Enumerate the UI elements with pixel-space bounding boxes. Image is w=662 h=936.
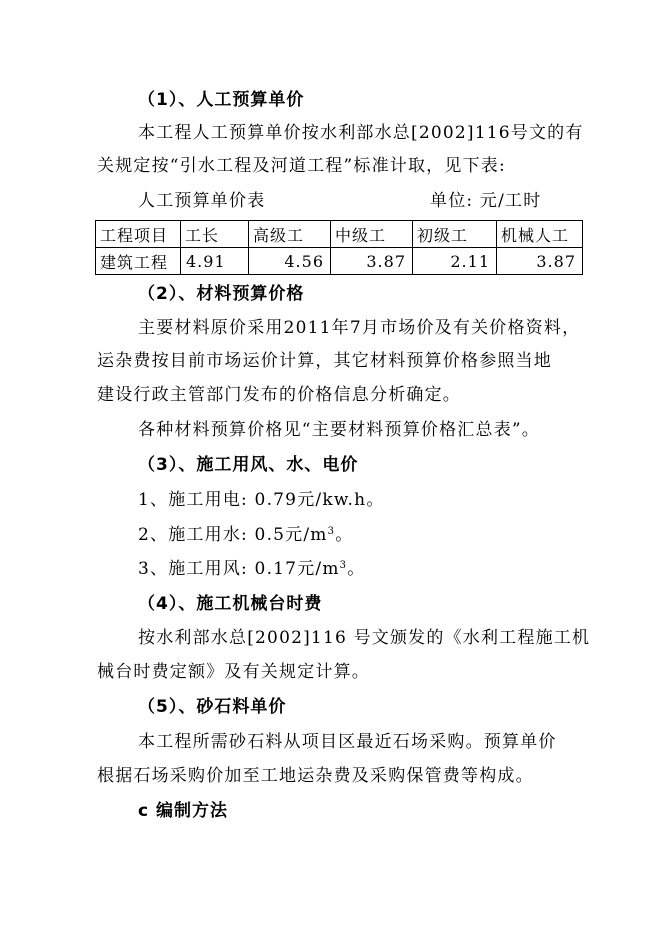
section-1-heading: （1）、人工预算单价 (138, 90, 305, 110)
table-caption: 人工预算单价表 (138, 191, 266, 211)
table-header-cell: 机械人工 (497, 221, 583, 248)
section-2-paragraph-line-3: 建设行政主管部门发布的价格信息分析确定。 (97, 385, 461, 405)
section-2-paragraph-2: 各种材料预算价格见“主要材料预算价格汇总表”。 (138, 420, 540, 440)
section-2-paragraph-line-1: 主要材料原价采用2011年7月市场价及有关价格资料， (138, 318, 581, 338)
section-4-paragraph-line-1: 按水利部水总[2002]116 号文颁发的《水利工程施工机 (138, 628, 591, 648)
section-4-heading: （4）、施工机械台时费 (138, 594, 323, 614)
table-header-row (96, 221, 583, 248)
table-header-cell: 高级工 (249, 221, 331, 248)
section-5-heading: （5）、砂石料单价 (138, 697, 287, 717)
table-cell: 3.87 (497, 248, 583, 275)
table-cell: 4.91 (181, 248, 249, 275)
section-5-paragraph-line-1: 本工程所需砂石料从项目区最近石场采购。预算单价 (138, 732, 557, 752)
table-header-cell: 初级工 (413, 221, 497, 248)
labor-price-table (95, 220, 583, 275)
section-1-paragraph-line-1: 本工程人工预算单价按水利部水总[2002]116号文的有 (138, 123, 584, 143)
section-2-paragraph-line-2: 运杂费按目前市场运价计算，其它材料预算价格参照当地 (97, 351, 552, 371)
section-1-paragraph-line-2: 关规定按“引水工程及河道工程”标准计取，见下表: (97, 156, 506, 176)
table-cell: 2.11 (413, 248, 497, 275)
table-row (96, 248, 583, 275)
table-header-cell: 工长 (181, 221, 249, 248)
section-c-heading: c 编制方法 (138, 801, 228, 821)
table-cell: 3.87 (331, 248, 413, 275)
table-cell: 建筑工程 (96, 248, 181, 275)
section-5-paragraph-line-2: 根据石场采购价加至工地运杂费及采购保管费等构成。 (97, 766, 534, 786)
water-price: 2、施工用水: 0.5元$/m^3$。 (138, 525, 354, 545)
section-2-heading: （2）、材料预算价格 (138, 284, 305, 304)
table-unit: 单位: 元/工时 (430, 191, 542, 211)
air-price: 3、施工用风: 0.17元$/m^3$。 (138, 559, 366, 579)
electricity-price: 1、施工用电: 0.79元/kw.h。 (138, 490, 385, 510)
section-3-heading: （3）、施工用风、水、电价 (138, 455, 359, 475)
table-header-cell: 工程项目 (96, 221, 181, 248)
table-header-cell: 中级工 (331, 221, 413, 248)
table-cell: 4.56 (249, 248, 331, 275)
section-4-paragraph-line-2: 械台时费定额》及有关规定计算。 (97, 662, 370, 682)
